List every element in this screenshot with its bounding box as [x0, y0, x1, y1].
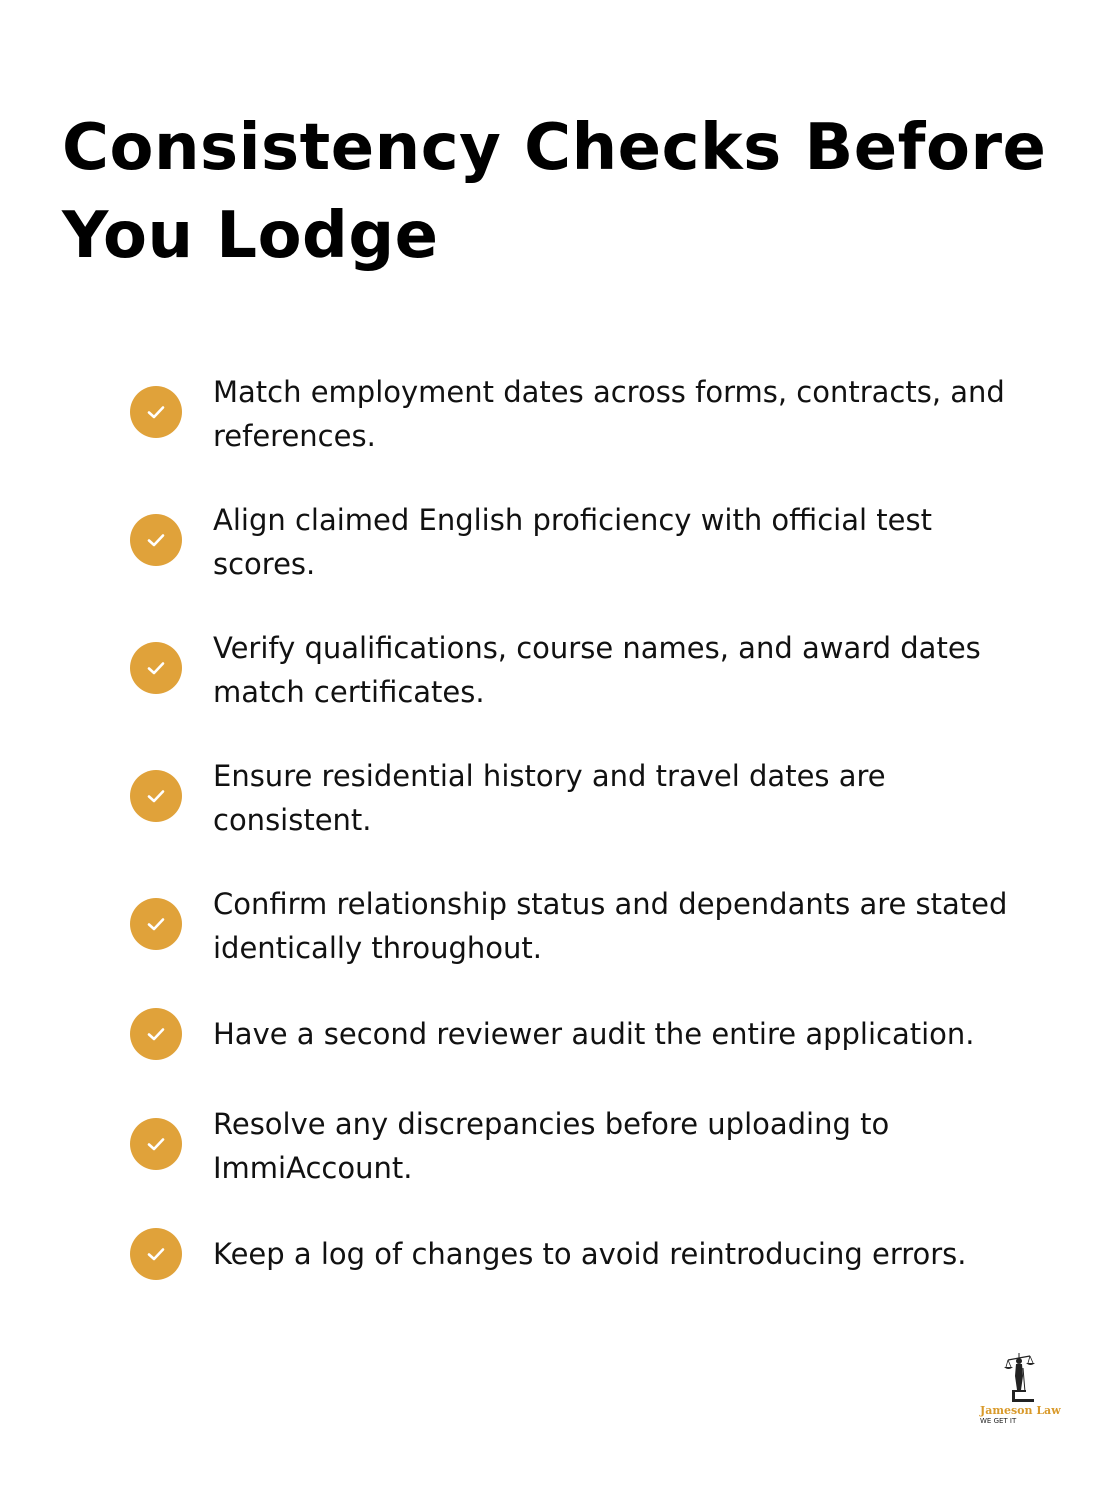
page-title: Consistency Checks Before You Lodge — [62, 111, 1047, 273]
brand-tagline: WE GET IT — [980, 1417, 1017, 1425]
list-item-text: Resolve any discrepancies before uploading to ImmiAccount. — [213, 1107, 890, 1185]
check-circle-icon — [130, 642, 182, 694]
list-item-text: Verify qualifications, course names, and award dates match certificates. — [213, 631, 981, 709]
list-item-text: Align claimed English proficiency with official test scores. — [213, 503, 932, 581]
list-item-text: Match employment dates across forms, contracts, and references. — [213, 375, 1005, 453]
brand-name: Jameson Law — [980, 1404, 1061, 1417]
list-item-text: Have a second reviewer audit the entire application. — [213, 1017, 975, 1051]
check-circle-icon — [130, 1228, 182, 1280]
list-item-text: Confirm relationship status and dependants are stated identically throughout. — [213, 887, 1008, 965]
check-circle-icon — [130, 898, 182, 950]
list-item-text: Keep a log of changes to avoid reintroducing errors. — [213, 1237, 967, 1271]
check-circle-icon — [130, 514, 182, 566]
check-circle-icon — [130, 1118, 182, 1170]
check-circle-icon — [130, 386, 182, 438]
brand-logo — [972, 1350, 1062, 1430]
list-item-text: Ensure residential history and travel dates are consistent. — [213, 759, 886, 837]
check-circle-icon — [130, 1008, 182, 1060]
scales-of-justice-figure-icon — [994, 1350, 1038, 1404]
check-circle-icon — [130, 770, 182, 822]
